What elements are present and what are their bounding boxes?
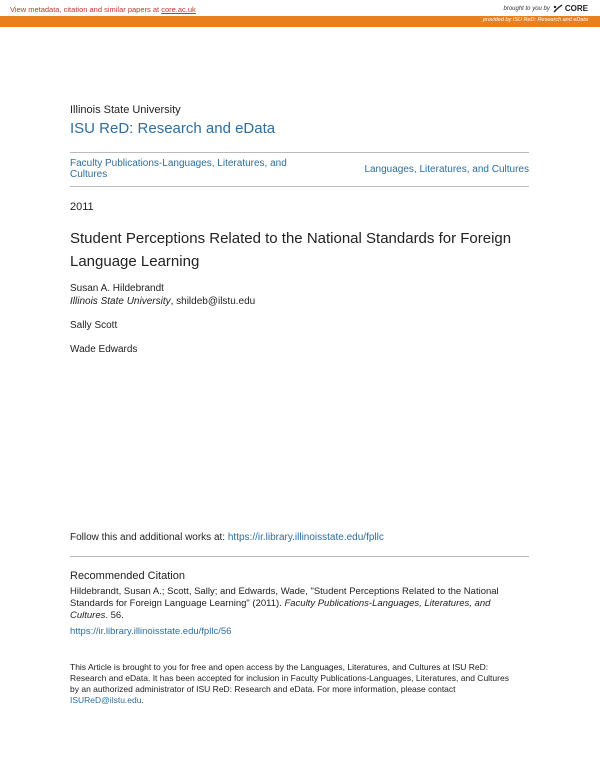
provider-band <box>0 16 600 27</box>
citation-series: Faculty Publications-Languages, Literatures, and Cultures <box>70 598 491 621</box>
divider-collection <box>70 186 529 187</box>
core-logo-icon <box>553 4 563 13</box>
core-logo[interactable] <box>553 4 588 13</box>
citation-link[interactable]: https://ir.library.illinoisstate.edu/fpllc/56 <box>70 626 232 637</box>
author-name: Susan A. Hildebrandt <box>70 283 164 294</box>
author-name: Sally Scott <box>70 320 118 331</box>
department-link[interactable]: Languages, Literatures, and Cultures <box>364 164 529 175</box>
divider-citation <box>70 556 529 557</box>
author-email: , shildeb@ilstu.edu <box>170 296 256 307</box>
collection-link[interactable]: Faculty Publications-Languages, Literatures, and Cultures <box>70 158 287 180</box>
core-logo-label: CORE <box>564 4 588 13</box>
notice-text: This Article is brought to you for free and open access by the Languages, Literatures, and Cultures at ISU ReD: Research and eData. It has been accepted for inclusion in Faculty Publications-Languages, Literatures, and Cultures by an authorized administrator of ISU ReD: Research and eData. For more information, please contact <box>70 662 509 694</box>
core-link[interactable]: core.ac.uk <box>161 5 196 14</box>
access-notice <box>70 662 515 706</box>
core-metadata-notice <box>10 5 196 14</box>
provided-by-text[interactable]: provided by ISU ReD: Research and eData <box>482 17 588 23</box>
author-name: Wade Edwards <box>70 344 138 355</box>
divider-top <box>70 152 529 153</box>
core-metadata-text: View metadata, citation and similar papers at <box>10 5 162 14</box>
contact-email-link[interactable]: ISUReD@ilstu.edu <box>70 695 142 705</box>
citation-text: Hildebrandt, Susan A.; Scott, Sally; and Edwards, Wade, "Student Perceptions Related to the National Standards for Foreign Language Learning" (2011). <box>70 586 499 609</box>
follow-link[interactable]: https://ir.library.illinoisstate.edu/fpllc <box>227 532 384 543</box>
core-brought-by <box>504 4 589 13</box>
publication-year: 2011 <box>70 201 94 213</box>
institution-name: Illinois State University <box>70 104 181 116</box>
notice-end: . <box>141 695 144 705</box>
author-institution: Illinois State University <box>70 296 171 307</box>
article-title: Student Perceptions Related to the National Standards for Foreign Language Learning <box>70 230 512 270</box>
author-affiliation <box>70 296 255 307</box>
repository-name[interactable]: ISU ReD: Research and eData <box>70 120 276 137</box>
recommended-citation-heading: Recommended Citation <box>70 570 185 582</box>
follow-works <box>70 532 384 543</box>
brought-by-text: brought to you by <box>503 5 550 12</box>
citation-end: . 56. <box>105 610 124 621</box>
recommended-citation <box>70 586 515 622</box>
follow-text: Follow this and additional works at: <box>70 532 228 543</box>
